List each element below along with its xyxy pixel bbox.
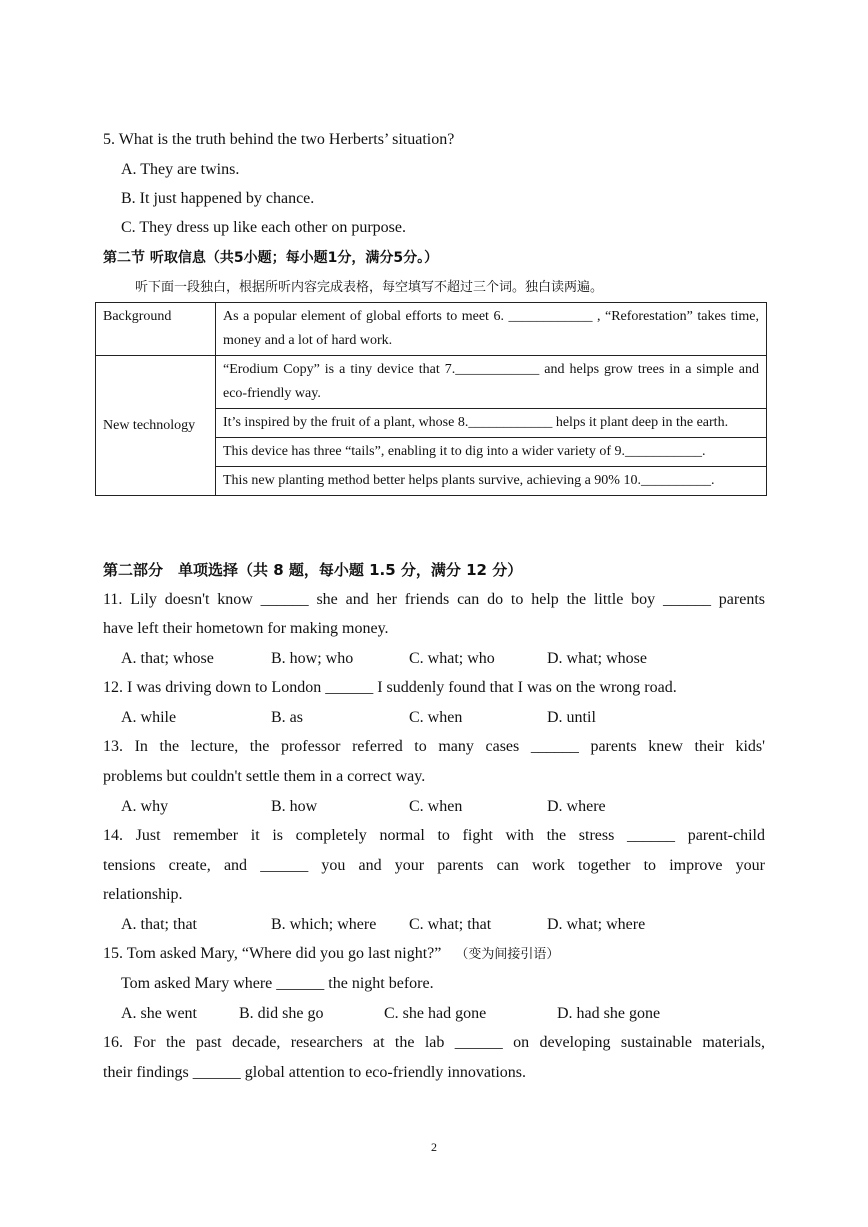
q15-option-a: A. she went	[121, 1005, 197, 1022]
question-5-stem: 5. What is the truth behind the two Herberts’ situation?	[103, 131, 455, 148]
part-2-heading: 第二部分 单项选择（共 8 题，每小题 1.5 分，满分 12 分）	[103, 561, 523, 579]
q12-option-c: C. when	[409, 709, 463, 726]
q14-line-2: tensions create, and ______ you and your parents can work together to improve your	[103, 857, 765, 874]
q15-line-1	[103, 944, 559, 965]
q15-option-b: B. did she go	[239, 1005, 324, 1022]
q16-line-2: their findings ______ global attention to eco-friendly innovations.	[103, 1064, 527, 1081]
q12-option-b: B. as	[271, 709, 303, 726]
q13-option-a: A. why	[121, 798, 169, 815]
q5-option-b: B. It just happened by chance.	[121, 190, 315, 207]
tech-row-7: “Erodium Copy” is a tiny device that 7.____________ and helps grow trees in a simple and eco-friendly way.	[216, 356, 767, 409]
q14-line-1: 14. Just remember it is completely normal to fight with the stress ______ parent-child	[103, 827, 765, 844]
q12-option-a: A. while	[121, 709, 177, 726]
q13-option-b: B. how	[271, 798, 318, 815]
q15-quote: 15. Tom asked Mary, “Where did you go last night?”	[103, 945, 442, 962]
q12-option-d: D. until	[547, 709, 596, 726]
q15-option-d: D. had she gone	[557, 1005, 661, 1022]
q11-option-a: A. that; whose	[121, 650, 214, 667]
q14-option-c: C. what; that	[409, 916, 492, 933]
tech-row-10: This new planting method better helps plants survive, achieving a 90% 10.__________.	[216, 467, 767, 496]
q14-option-d: D. what; where	[547, 916, 646, 933]
q13-option-c: C. when	[409, 798, 463, 815]
tech-row-9: This device has three “tails”, enabling it to dig into a wider variety of 9.___________.	[216, 438, 767, 467]
q13-option-d: D. where	[547, 798, 606, 815]
q15-note: （变为间接引语）	[455, 947, 560, 962]
q11-option-d: D. what; whose	[547, 650, 647, 667]
section-2-heading: 第二节 听取信息（共5小题；每小题1分，满分5分。）	[103, 250, 439, 266]
q5-option-a: A. They are twins.	[121, 161, 240, 178]
q14-option-b: B. which; where	[271, 916, 377, 933]
q11-line-2: have left their hometown for making money.	[103, 620, 389, 637]
q14-option-a: A. that; that	[121, 916, 197, 933]
table-row	[96, 303, 767, 356]
table-row	[96, 356, 767, 409]
q15-line-2: Tom asked Mary where ______ the night before.	[121, 975, 434, 992]
listening-table	[95, 302, 767, 496]
tech-row-8: It’s inspired by the fruit of a plant, whose 8.____________ helps it plant deep in the earth.	[216, 409, 767, 438]
q11-option-c: C. what; who	[409, 650, 495, 667]
q11-option-b: B. how; who	[271, 650, 354, 667]
background-text: As a popular element of global efforts to meet 6. ____________ , “Reforestation” takes time, money and a lot of hard work.	[216, 303, 767, 356]
q16-line-1: 16. For the past decade, researchers at the lab ______ on developing sustainable materials,	[103, 1034, 765, 1051]
section-2-instruction: 听下面一段独白，根据所听内容完成表格，每空填写不超过三个词。独白读两遍。	[135, 280, 604, 295]
technology-label: New technology	[96, 356, 216, 496]
background-label: Background	[96, 303, 216, 356]
q13-line-1: 13. In the lecture, the professor referred to many cases ______ parents knew their kids'	[103, 738, 765, 755]
q13-line-2: problems but couldn't settle them in a correct way.	[103, 768, 426, 785]
q5-option-c: C. They dress up like each other on purpose.	[121, 219, 406, 236]
page-number: 2	[431, 1140, 437, 1154]
q11-line-1: 11. Lily doesn't know ______ she and her friends can do to help the little boy ______ parents	[103, 591, 765, 608]
q12-line-1: 12. I was driving down to London ______ I suddenly found that I was on the wrong road.	[103, 679, 677, 696]
q14-line-3: relationship.	[103, 886, 183, 903]
q15-option-c: C. she had gone	[384, 1005, 487, 1022]
